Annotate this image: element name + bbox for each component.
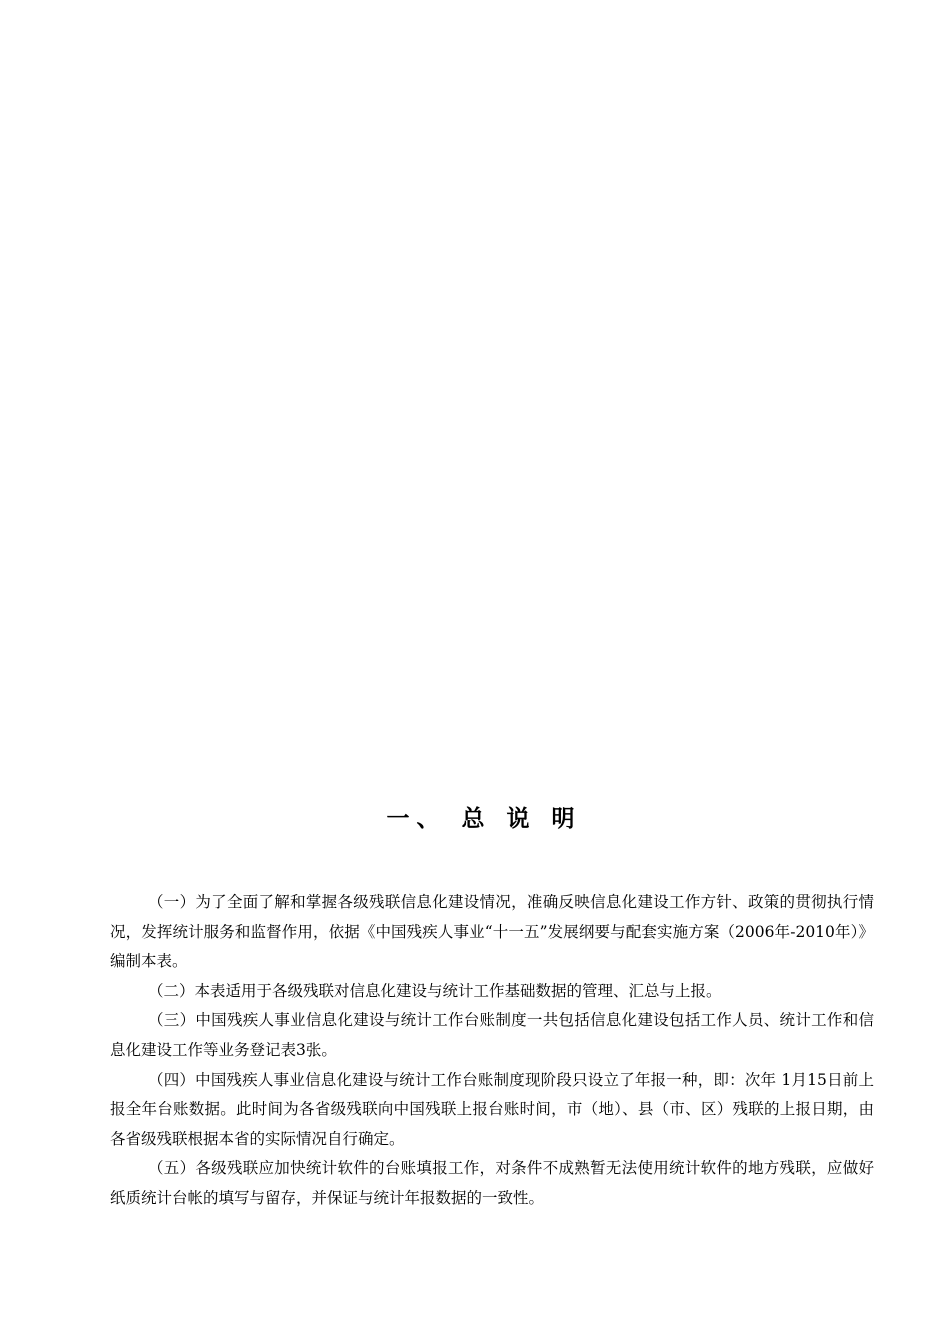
paragraph-3: （三）中国残疾人事业信息化建设与统计工作台账制度一共包括信息化建设包括工作人员、统计工作和信息化建设工作等业务登记表3张。 [110, 1011, 874, 1059]
paragraph-4: （四）中国残疾人事业信息化建设与统计工作台账制度现阶段只设立了年报一种，即：次年 1月15日前上报全年台账数据。此时间为各省级残联向中国残联上报台账时间，市（地）、县（市、区）残联的上报日期，由各省级残联根据本省的实际情况自行确定。 [110, 1070, 874, 1148]
explanation-body [110, 888, 874, 1214]
paragraph-1: （一）为了全面了解和掌握各级残联信息化建设情况，准确反映信息化建设工作方针、政策的贯彻执行情况，发挥统计服务和监督作用，依据《中国残疾人事业“十一五”发展纲要与配套实施方案（2006年-2010年）》编制本表。 [110, 893, 874, 971]
section-title: 一、 总 说 明 [386, 806, 582, 832]
paragraph-2: （二）本表适用于各级残联对信息化建设与统计工作基础数据的管理、汇总与上报。 [148, 981, 722, 1000]
paragraph-5: （五）各级残联应加快统计软件的台账填报工作，对条件不成熟暂无法使用统计软件的地方残联，应做好纸质统计台帐的填写与留存，并保证与统计年报数据的一致性。 [110, 1159, 874, 1207]
